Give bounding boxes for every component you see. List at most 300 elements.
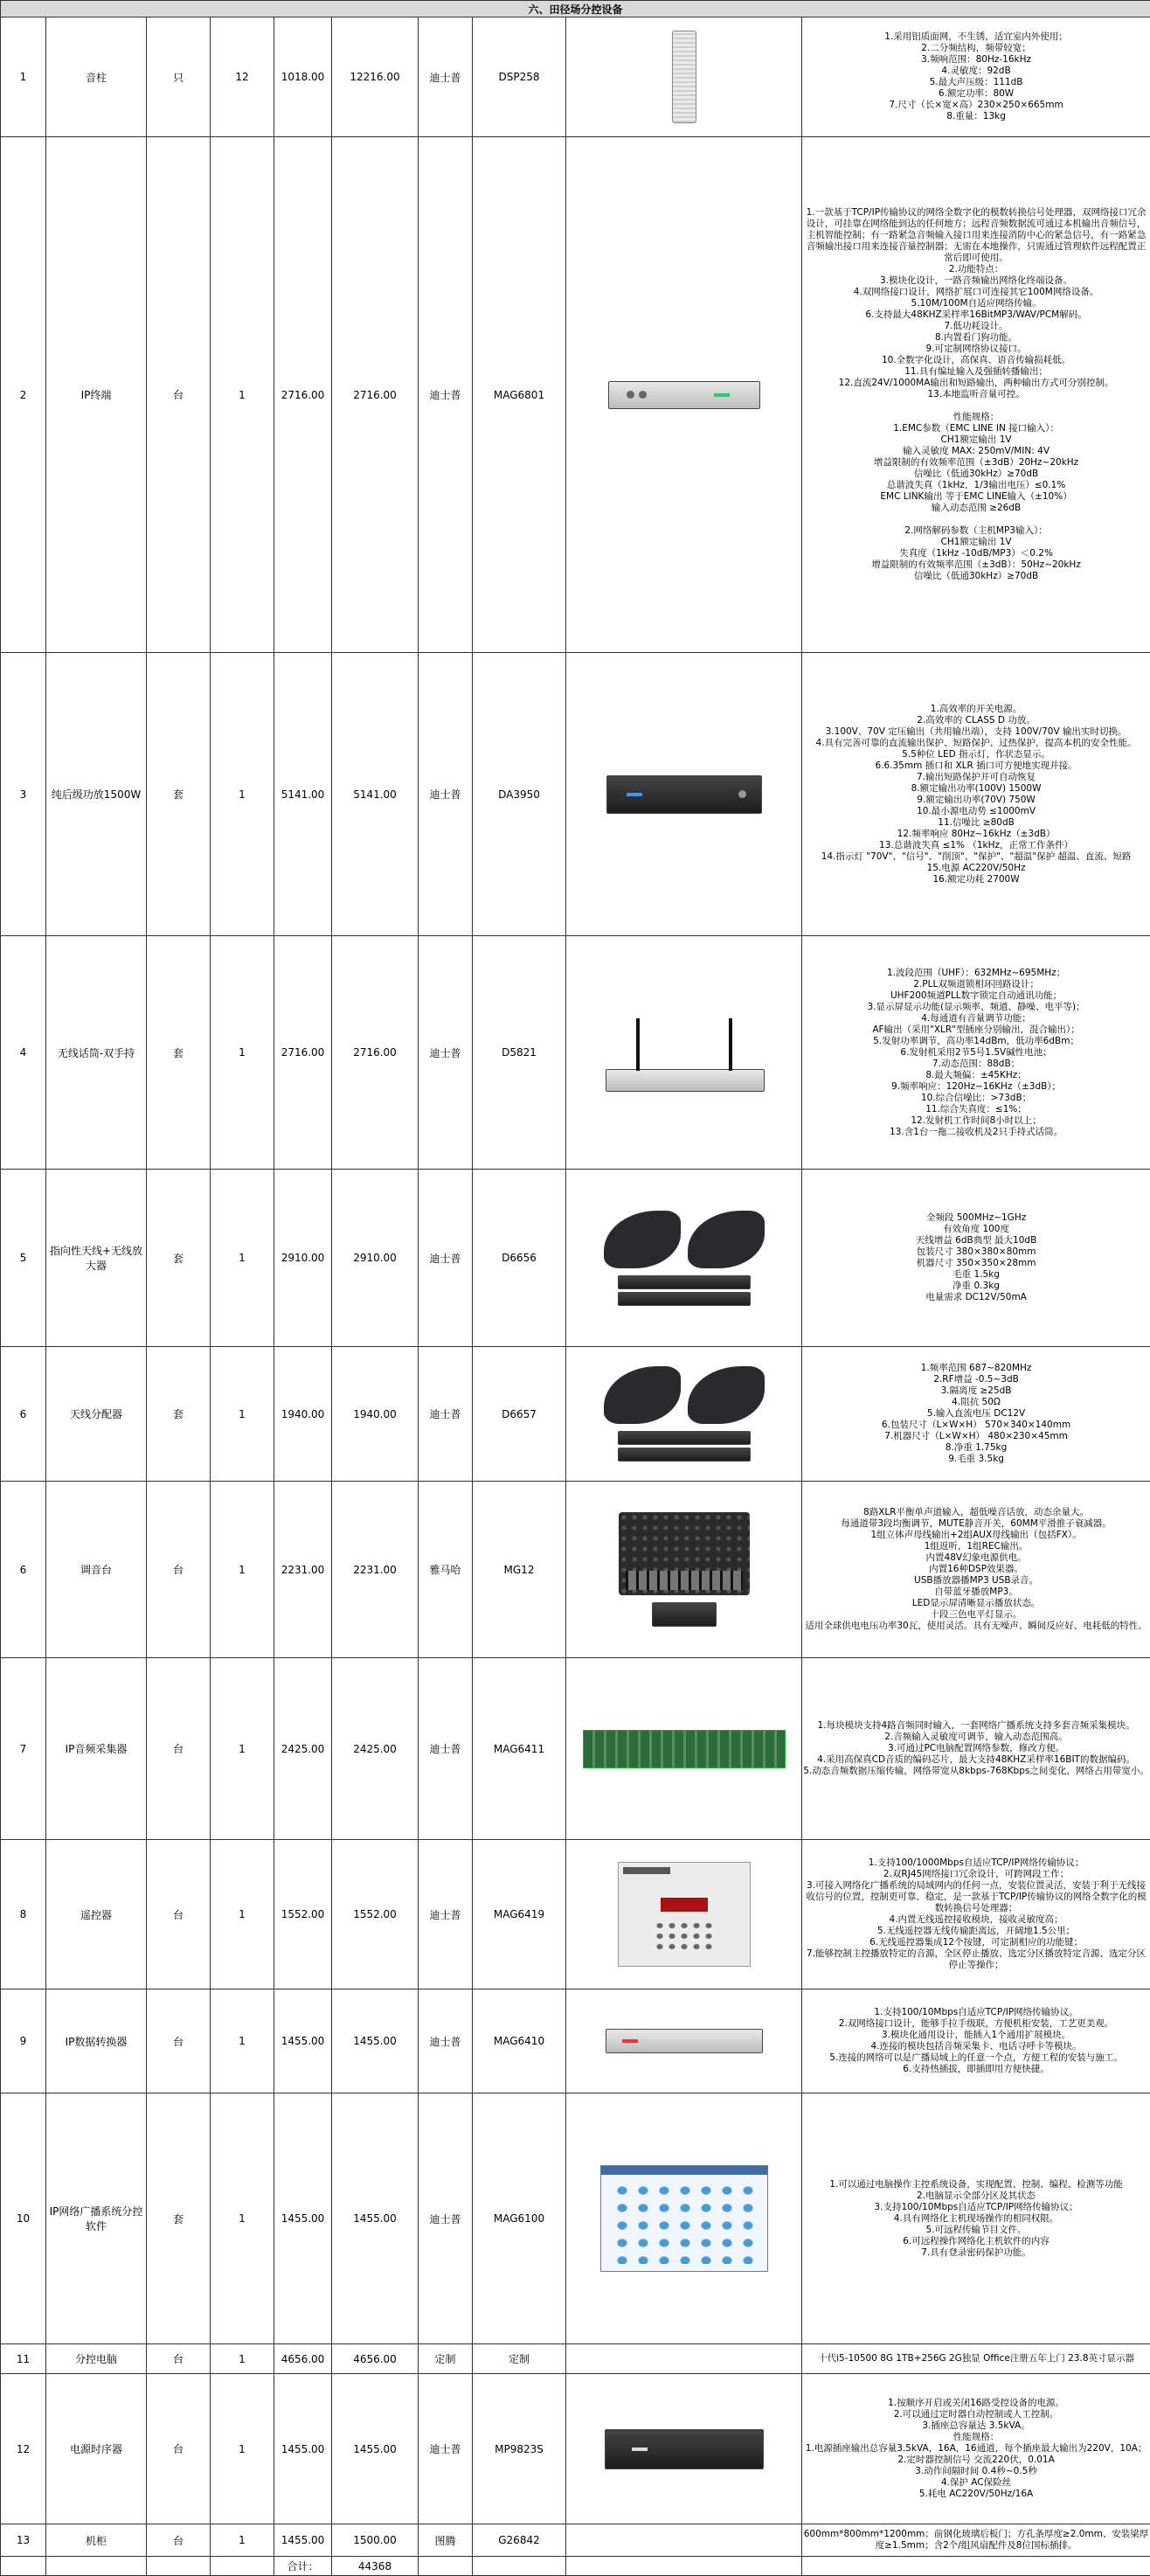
spec-line: 2.音频输入灵敏度可调节，输入动态范围高。 [802,1732,1150,1743]
spec-line: 5.10M/100M自适应网络传输。 [802,298,1150,309]
spec-line: 4.具有完善可靠的直流输出保护、短路保护、过热保护，提高本机的安全性能。 [802,738,1150,749]
mixing-console-icon [566,1512,801,1627]
item-number: 10 [1,2093,46,2344]
spec-line: 10.全数字化设计，高保真、语音传输损耗低。 [802,355,1150,366]
spec-line: 7.能够控制主控播放特定的音源，全区停止播放、选定分区播放特定音源、选定分区停止等操作； [802,1948,1150,1971]
item-brand: 迪士普 [419,1840,473,1989]
power-amplifier-icon [566,775,801,814]
item-unit-price: 4656.00 [274,2344,332,2374]
item-specifications [802,17,1150,137]
table-row [1,137,1150,653]
item-number: 3 [1,653,46,936]
spec-line: 2.网络解码参数（主机MP3输入）： [802,525,1150,537]
spec-line: 输入动态范围 ≥26dB [802,503,1150,514]
spec-line [802,514,1150,525]
item-specifications [802,1482,1150,1658]
spec-line: 5.连接的网络可以是广播局域上的任意一个点，方便工程的安装与施工。 [802,2052,1150,2064]
spec-line: 十代i5-10500 8G 1TB+256G 2G独显 Office注册五年上门 23.8英寸显示器 [802,2353,1150,2364]
spec-line: 7.动态范围：88dB； [802,1059,1150,1070]
spec-line: 12.发射机工作时间8小时以上； [802,1115,1150,1127]
table-row [1,936,1150,1170]
spec-line: 9.额定输出功率(70V) 750W [802,795,1150,806]
spec-line: 2.RF增益 -0.5~3dB [802,1374,1150,1385]
spec-line: 总谐波失真（1kHz，1/3输出电压）≤0.1% [802,480,1150,491]
table-row [1,17,1150,137]
spec-line: 13.含1台一拖二接收机及2只手持式话筒。 [802,1127,1150,1138]
spec-line: 4.内置无线遥控接收模块，接收灵敏度高； [802,1914,1150,1926]
item-model: MAG6100 [473,2093,566,2344]
table-row [1,2344,1150,2374]
item-model: MAG6411 [473,1658,566,1840]
product-image-cell [566,653,802,936]
item-specifications [802,1840,1150,1989]
item-unit: 套 [147,1170,211,1347]
item-number: 12 [1,2374,46,2524]
item-model: 定制 [473,2344,566,2374]
item-specifications [802,1658,1150,1840]
item-specifications [802,2344,1150,2374]
item-brand: 迪士普 [419,17,473,137]
product-image-cell [566,1840,802,1989]
spec-line: 5.输入直流电压 DC12V [802,1408,1150,1420]
spec-line: 1.电源插座输出总容量3.5kVA，16A，16通道，每个插座最大输出为220V，10A； [802,2443,1150,2454]
spec-line: 16.额定功耗 2700W [802,874,1150,885]
product-image-cell [566,2093,802,2344]
spec-line: 1组返听，1组REC输出。 [802,1541,1150,1552]
item-name: 天线分配器 [46,1347,147,1482]
item-quantity: 1 [211,137,274,653]
item-number: 5 [1,1170,46,1347]
item-specifications [802,653,1150,936]
item-quantity: 1 [211,2524,274,2557]
spec-line: 4.保护 AC保险丝 [802,2477,1150,2489]
table-row [1,1658,1150,1840]
item-quantity: 1 [211,1989,274,2093]
spec-line: 8路XLR平衡单声道输入，超低噪音话放，动态余量大。 [802,1507,1150,1518]
table-row [1,653,1150,936]
spec-line: 1.每块模块支持4路音频同时输入，一套网络广播系统支持多套音频采集模块。 [802,1720,1150,1732]
item-name: IP网络广播系统分控软件 [46,2093,147,2344]
spec-line: 7.低功耗设计。 [802,321,1150,332]
item-number: 9 [1,1989,46,2093]
item-unit-price: 1455.00 [274,2374,332,2524]
spec-line: 自带蓝牙播放MP3。 [802,1587,1150,1598]
product-image-cell [566,2524,802,2557]
spec-line: 4.采用高保真CD音质的编码芯片，最大支持48KHZ采样率16BIT的数据编码。 [802,1754,1150,1766]
table-row [1,1482,1150,1658]
spec-line: UHF200频道PLL数字锁定自动通讯功能； [802,990,1150,1002]
item-brand: 迪士普 [419,936,473,1170]
spec-line: 3.显示屏显示功能(显示频率、频道、静噪、电平等)； [802,1002,1150,1013]
spec-line: 8.最大频偏：±45KHz； [802,1070,1150,1081]
remote-controller-panel-icon [566,1862,801,1967]
empty-cell [46,2557,147,2576]
table-row [1,2093,1150,2344]
item-model: MAG6419 [473,1840,566,1989]
spec-line: 1组立体声母线输出+2组AUX母线输出（包括FX）。 [802,1530,1150,1541]
spec-line: 5.最大声压级：111dB [802,77,1150,88]
spec-line: 4.具有网络化主机现场操作的相同权限。 [802,2213,1150,2225]
spec-line: 6.支持最大48KHZ采样率16BitMP3/WAV/PCM解码。 [802,309,1150,321]
item-model: D5821 [473,936,566,1170]
product-image-cell [566,17,802,137]
item-unit-price: 2231.00 [274,1482,332,1658]
item-unit: 台 [147,1482,211,1658]
item-name: IP数据转换器 [46,1989,147,2093]
item-number: 13 [1,2524,46,2557]
item-model: D6656 [473,1170,566,1347]
item-unit: 台 [147,2524,211,2557]
item-specifications [802,2374,1150,2524]
item-unit: 台 [147,1658,211,1840]
item-total-price: 2425.00 [332,1658,419,1840]
spec-line: 3.模块化设计，一路音频输出网络化终端设备。 [802,275,1150,287]
item-unit: 只 [147,17,211,137]
item-unit-price: 2425.00 [274,1658,332,1840]
item-specifications [802,1170,1150,1347]
item-total-price: 1940.00 [332,1347,419,1482]
item-total-price: 1455.00 [332,1989,419,2093]
audio-collector-board-icon [566,1730,801,1768]
spec-line: 13.本地监听音量可控。 [802,389,1150,400]
spec-line: 信噪比（低通30kHz）≥70dB [802,571,1150,582]
item-specifications [802,137,1150,653]
item-name: 纯后级功放1500W [46,653,147,936]
empty-cell [1,2557,46,2576]
item-unit-price: 1018.00 [274,17,332,137]
item-unit-price: 5141.00 [274,653,332,936]
item-total-price: 2910.00 [332,1170,419,1347]
empty-cell [147,2557,211,2576]
item-total-price: 2231.00 [332,1482,419,1658]
spec-line: 600mm*800mm*1200mm；前钢化玻璃后板门；方孔条厚度≥2.0mm、安装梁厚度≥1.5mm；含2个/组风扇配件及8位国标插排。 [802,2529,1150,2552]
item-total-price: 4656.00 [332,2344,419,2374]
spec-line: 增益限制的有效频率范围（±3dB）：50Hz~20kHz [802,559,1150,571]
spec-line: 1.频率范围 687~820MHz [802,1363,1150,1374]
item-unit-price: 1455.00 [274,1989,332,2093]
item-number: 2 [1,137,46,653]
spec-line: 10.最小源电动势 ≤1000mV [802,806,1150,817]
table-row [1,1347,1150,1482]
spec-line: 1.支持100/1000Mbps自适应TCP/IP网络传输协议； [802,1857,1150,1869]
spec-line: 3.频响范围：80Hz-16kHz [802,54,1150,66]
item-unit: 套 [147,2093,211,2344]
spec-line: 6.支持热插拔，即插即用方便快捷。 [802,2064,1150,2075]
item-name: 指向性天线+无线放大器 [46,1170,147,1347]
directional-antenna-icon [566,1211,801,1306]
column-speaker-icon [566,31,801,123]
item-brand: 图腾 [419,2524,473,2557]
spec-line: 4.灵敏度：92dB [802,66,1150,77]
antenna-distributor-icon [566,1366,801,1462]
spec-line: 11.具有编址输入及强插转播输出； [802,366,1150,378]
spec-line: 1.波段范围（UHF）：632MHz~695MHz； [802,968,1150,979]
spec-line: 每通道带3段均衡调节，MUTE静音开关，60MM平滑推子衰减器。 [802,1518,1150,1530]
spec-line: 全频段 500MHz~1GHz [802,1212,1150,1224]
item-specifications [802,936,1150,1170]
spec-line: 1.高效率的开关电源。 [802,704,1150,715]
item-unit-price: 1455.00 [274,2093,332,2344]
item-quantity: 1 [211,653,274,936]
item-quantity: 1 [211,2344,274,2374]
spec-line: 6.可远程操作网络化主机软件的内容 [802,2236,1150,2247]
item-specifications [802,2093,1150,2344]
item-name: 音柱 [46,17,147,137]
item-number: 6 [1,1482,46,1658]
item-brand: 迪士普 [419,2374,473,2524]
item-model: DA3950 [473,653,566,936]
spec-line: 输入灵敏度 MAX: 250mV/MIN: 4V [802,446,1150,457]
spec-line: 14.指示灯 "70V"、"信号"、"削顶"、"保护"、"超温"保护 超温、直流、短路 [802,851,1150,863]
item-brand: 迪士普 [419,1989,473,2093]
item-number: 8 [1,1840,46,1989]
spec-line: 5.动态音频数据压缩传输，网络带宽从8kbps-768Kbps之间变化，网络占用带宽小。 [802,1766,1150,1777]
item-model: DSP258 [473,17,566,137]
item-quantity: 12 [211,17,274,137]
spec-line: 1.按顺序开启或关闭16路受控设备的电源。 [802,2398,1150,2409]
spec-line: 1.可以通过电脑操作主控系统设备，实现配置、控制、编程、检测等功能 [802,2179,1150,2191]
spec-line: 7.机器尺寸（L×W×H） 480×230×45mm [802,1431,1150,1442]
item-specifications [802,1989,1150,2093]
product-image-cell [566,1482,802,1658]
item-brand: 迪士普 [419,2093,473,2344]
item-brand: 迪士普 [419,1347,473,1482]
item-unit: 套 [147,936,211,1170]
total-row [1,2557,1150,2576]
total-label: 合计： [274,2557,332,2576]
spec-line: 天线增益 6dB典型 最大10dB [802,1235,1150,1246]
item-model: MAG6801 [473,137,566,653]
table-row [1,1170,1150,1347]
item-unit: 台 [147,2344,211,2374]
empty-cell [419,2557,473,2576]
spec-line: 十段三色电平灯显示。 [802,1609,1150,1621]
item-name: IP终端 [46,137,147,653]
spec-line: 适用全球供电电压功率30瓦，使用灵活。具有无噪声、瞬间反应好、电耗低的特性。 [802,1621,1150,1632]
spec-line: 2.定时器控制信号 交流220伏，0.01A [802,2454,1150,2466]
ip-terminal-icon [566,381,801,409]
product-image-cell [566,137,802,653]
spec-line: LED显示屏清晰显示播放状态。 [802,1598,1150,1609]
item-unit-price: 1455.00 [274,2524,332,2557]
item-brand: 定制 [419,2344,473,2374]
spec-line: 2.可以通过定时器自动控制或人工控制。 [802,2409,1150,2420]
table-row [1,2524,1150,2557]
item-number: 4 [1,936,46,1170]
spec-line: 3.支持100/10Mbps自适应TCP/IP网络传输协议； [802,2202,1150,2213]
item-total-price: 1455.00 [332,2093,419,2344]
spec-line: 失真度（1kHz -10dB/MP3）＜0.2% [802,548,1150,559]
item-unit: 套 [147,653,211,936]
spec-line: 5.5种位 LED 指示灯，作状态显示。 [802,749,1150,760]
spec-line: 7.尺寸（长×宽×高）230×250×665mm [802,100,1150,111]
spec-line: 4.阻抗 50Ω [802,1397,1150,1408]
item-brand: 迪士普 [419,1170,473,1347]
spec-line: 3.可通过PC电脑配置网络参数，修改方便。 [802,1743,1150,1754]
spec-line: 12.频率响应 80Hz~16kHz（±3dB） [802,829,1150,840]
item-unit: 台 [147,137,211,653]
item-brand: 迪士普 [419,137,473,653]
spec-line: 11.信噪比 ≥80dB [802,817,1150,829]
item-brand: 雅马哈 [419,1482,473,1658]
item-name: 遥控器 [46,1840,147,1989]
item-total-price: 2716.00 [332,137,419,653]
spec-line: 1.一款基于TCP/IP传输协议的网络全数字化的模数转换信号处理器，双网络接口冗余设计，可挂靠在网络能到达的任何地方；远程音频数据流可通过本机输出音频信号，主机智能控制；有一路紧急音频输入接口用来连接消防中心的紧急信号，有一路紧急音频输出接口用来连接音量控制器；无需在本地操作，只需通过管理软件远程配置正常后即可使用。 [802,207,1150,264]
spec-line: 2.电脑显示全部分区及其状态 [802,2191,1150,2202]
spec-line: 9.频率响应：120Hz~16KHz（±3dB）； [802,1081,1150,1093]
spec-line: 3.插座总容量达 3.5kVA。 [802,2420,1150,2432]
empty-cell [566,2557,802,2576]
item-number: 6 [1,1347,46,1482]
spec-line: 2.PLL双频道锁相环回路设计； [802,979,1150,990]
spec-line: 6.发射机采用2节5号1.5V碱性电池； [802,1047,1150,1059]
spec-line: 1.EMC参数（EMC LINE IN 接口输入）： [802,423,1150,434]
item-total-price: 2716.00 [332,936,419,1170]
product-image-cell [566,936,802,1170]
item-unit: 台 [147,1989,211,2093]
product-image-cell [566,1989,802,2093]
item-unit: 台 [147,2374,211,2524]
item-name: 电源时序器 [46,2374,147,2524]
empty-cell [473,2557,566,2576]
spec-line: 8.内置看门狗功能。 [802,332,1150,344]
spec-line: 8.额定输出功率(100V) 1500W [802,783,1150,795]
spec-line: 3.100V、70V 定压输出（共用输出端），支持 100V/70V 输出实时切换。 [802,726,1150,738]
item-name: 调音台 [46,1482,147,1658]
total-value: 44368 [332,2557,419,2576]
spec-line: 7.输出短路保护并可自动恢复 [802,772,1150,783]
spec-line: 内置16种DSP效果器。 [802,1564,1150,1575]
item-quantity: 1 [211,1170,274,1347]
spec-line: 毛重 1.5kg [802,1269,1150,1281]
item-quantity: 1 [211,1347,274,1482]
section-title: 六、田径场分控设备 [1,1,1150,17]
item-quantity: 1 [211,936,274,1170]
item-name: 机柜 [46,2524,147,2557]
spec-line [802,400,1150,412]
spec-line: 6.额定功率：80W [802,88,1150,100]
spec-line: 电量需求 DC12V/50mA [802,1292,1150,1303]
spec-line: 机器尺寸 350×350×28mm [802,1258,1150,1269]
item-quantity: 1 [211,2093,274,2344]
item-name: 分控电脑 [46,2344,147,2374]
spec-line: 1.支持100/10Mbps自适应TCP/IP网络传输协议。 [802,2007,1150,2018]
empty-cell [211,2557,274,2576]
item-total-price: 1455.00 [332,2374,419,2524]
spec-line: 2.功能特点： [802,264,1150,275]
item-total-price: 5141.00 [332,653,419,936]
spec-line: 有效角度 100度 [802,1224,1150,1235]
spec-line: 8.重量：13kg [802,111,1150,122]
table-row [1,1989,1150,2093]
spec-line: AF输出（采用"XLR"型插座分别输出，混合输出）； [802,1024,1150,1036]
item-brand: 迪士普 [419,1658,473,1840]
spec-line: 11.综合失真度：≤1%； [802,1104,1150,1115]
spec-line: 内置48V幻象电源供电。 [802,1552,1150,1564]
spec-line: 增益限制的有效频率范围（±3dB）20Hz~20kHz [802,457,1150,469]
item-quantity: 1 [211,1658,274,1840]
spec-line: 4.双网络接口设计，网络扩展口可连接其它100M网络设备。 [802,287,1150,298]
item-model: MAG6410 [473,1989,566,2093]
spec-line: 3.可接入网络化广播系统的局域网内的任何一点，安装位置灵活，安装于利于无线接收信号的位置，控制更可靠、稳定，是一款基于TCP/IP传输协议的网络全数字化的模数转换信号处理器； [802,1880,1150,1914]
spec-line: 9.毛重 3.5kg [802,1454,1150,1465]
spec-line: CH1额定输出 1V [802,434,1150,446]
spec-line: 6.6.35mm 插口和 XLR 插口可方便地实现并接。 [802,760,1150,772]
software-screenshot-icon [566,2165,801,2272]
item-quantity: 1 [211,1840,274,1989]
item-number: 1 [1,17,46,137]
spec-line: 3.隔离度 ≥25dB [802,1385,1150,1397]
item-name: 无线话筒-双手持 [46,936,147,1170]
item-model: MG12 [473,1482,566,1658]
power-sequencer-icon [566,2429,801,2469]
spec-line: 3.模块化通用设计，能插入1个通用扩展模块。 [802,2030,1150,2041]
spec-line: 3.动作间隔时间 0.4秒~0.5秒 [802,2466,1150,2477]
item-unit-price: 2716.00 [274,137,332,653]
product-image-cell [566,2374,802,2524]
spec-line: 5.无线遥控器无线传输距离远，开阔地1.5公里； [802,1926,1150,1937]
spec-line: 10.综合信噪比：>73dB； [802,1093,1150,1104]
spec-line: 性能规格： [802,2432,1150,2443]
spec-line: 1.采用铝质面网，不生锈，适宜室内外使用； [802,31,1150,43]
spec-line: 6.包装尺寸（L×W×H） 570×340×140mm [802,1420,1150,1431]
item-quantity: 1 [211,1482,274,1658]
spec-line: 6.无线遥控器集成12个按键，可定制相应的功能键； [802,1937,1150,1948]
item-number: 11 [1,2344,46,2374]
spec-line: 2.双网络接口设计，能够手拉手级联，方便机柜安装，工艺更美观。 [802,2018,1150,2030]
item-name: IP音频采集器 [46,1658,147,1840]
item-unit-price: 1552.00 [274,1840,332,1989]
spec-line: 包装尺寸 380×380×80mm [802,1246,1150,1258]
item-number: 7 [1,1658,46,1840]
spec-line: 净重 0.3kg [802,1281,1150,1292]
empty-cell [802,2557,1150,2576]
item-unit: 台 [147,1840,211,1989]
spec-line: 5.发射功率调节，高功率14dBm，低功率6dBm； [802,1036,1150,1047]
spec-line: 15.电源 AC220V/50Hz [802,863,1150,874]
spec-line: 5.耗电 AC220V/50Hz/16A [802,2489,1150,2500]
product-image-cell [566,1658,802,1840]
spec-line: CH1额定输出 1V [802,537,1150,548]
spec-line: 8.净重 1.75kg [802,1442,1150,1454]
item-unit-price: 1940.00 [274,1347,332,1482]
item-model: D6657 [473,1347,566,1482]
spec-line: 4.每通道有音量调节功能； [802,1013,1150,1024]
item-specifications [802,2524,1150,2557]
item-unit-price: 2716.00 [274,936,332,1170]
item-model: G26842 [473,2524,566,2557]
spec-line: USB播放器播MP3 USB录音。 [802,1575,1150,1587]
spec-line: 2.二分频结构，频带较宽； [802,43,1150,54]
spec-line: 9.可定制网络协议接口。 [802,344,1150,355]
spec-line: 5.可远程传输节目文件。 [802,2225,1150,2236]
item-total-price: 1552.00 [332,1840,419,1989]
spec-line: EMC LINK输出 等于EMC LINE输入（±10%） [802,491,1150,503]
item-brand: 迪士普 [419,653,473,936]
product-image-cell [566,1347,802,1482]
spec-line: 2.高效率的 CLASS D 功放。 [802,715,1150,726]
spec-line: 12.直流24V/1000MA输出和短路输出，两种输出方式可分别控制。 [802,378,1150,389]
item-specifications [802,1347,1150,1482]
spec-line: 信噪比（低通30kHz）≥70dB [802,469,1150,480]
spec-line: 4.连接的模块包括音频采集卡、电话寻呼卡等模块。 [802,2041,1150,2052]
item-total-price: 1500.00 [332,2524,419,2557]
spec-line: 2.双RJ45网络接口冗余设计，可跨网段工作； [802,1869,1150,1880]
spec-line: 13.总谐波失真 ≤1% （1kHz，正常工作条件） [802,840,1150,851]
wireless-receiver-icon [566,1013,801,1092]
spec-line: 7.具有登录密码保护功能。 [802,2247,1150,2259]
table-row [1,1840,1150,1989]
